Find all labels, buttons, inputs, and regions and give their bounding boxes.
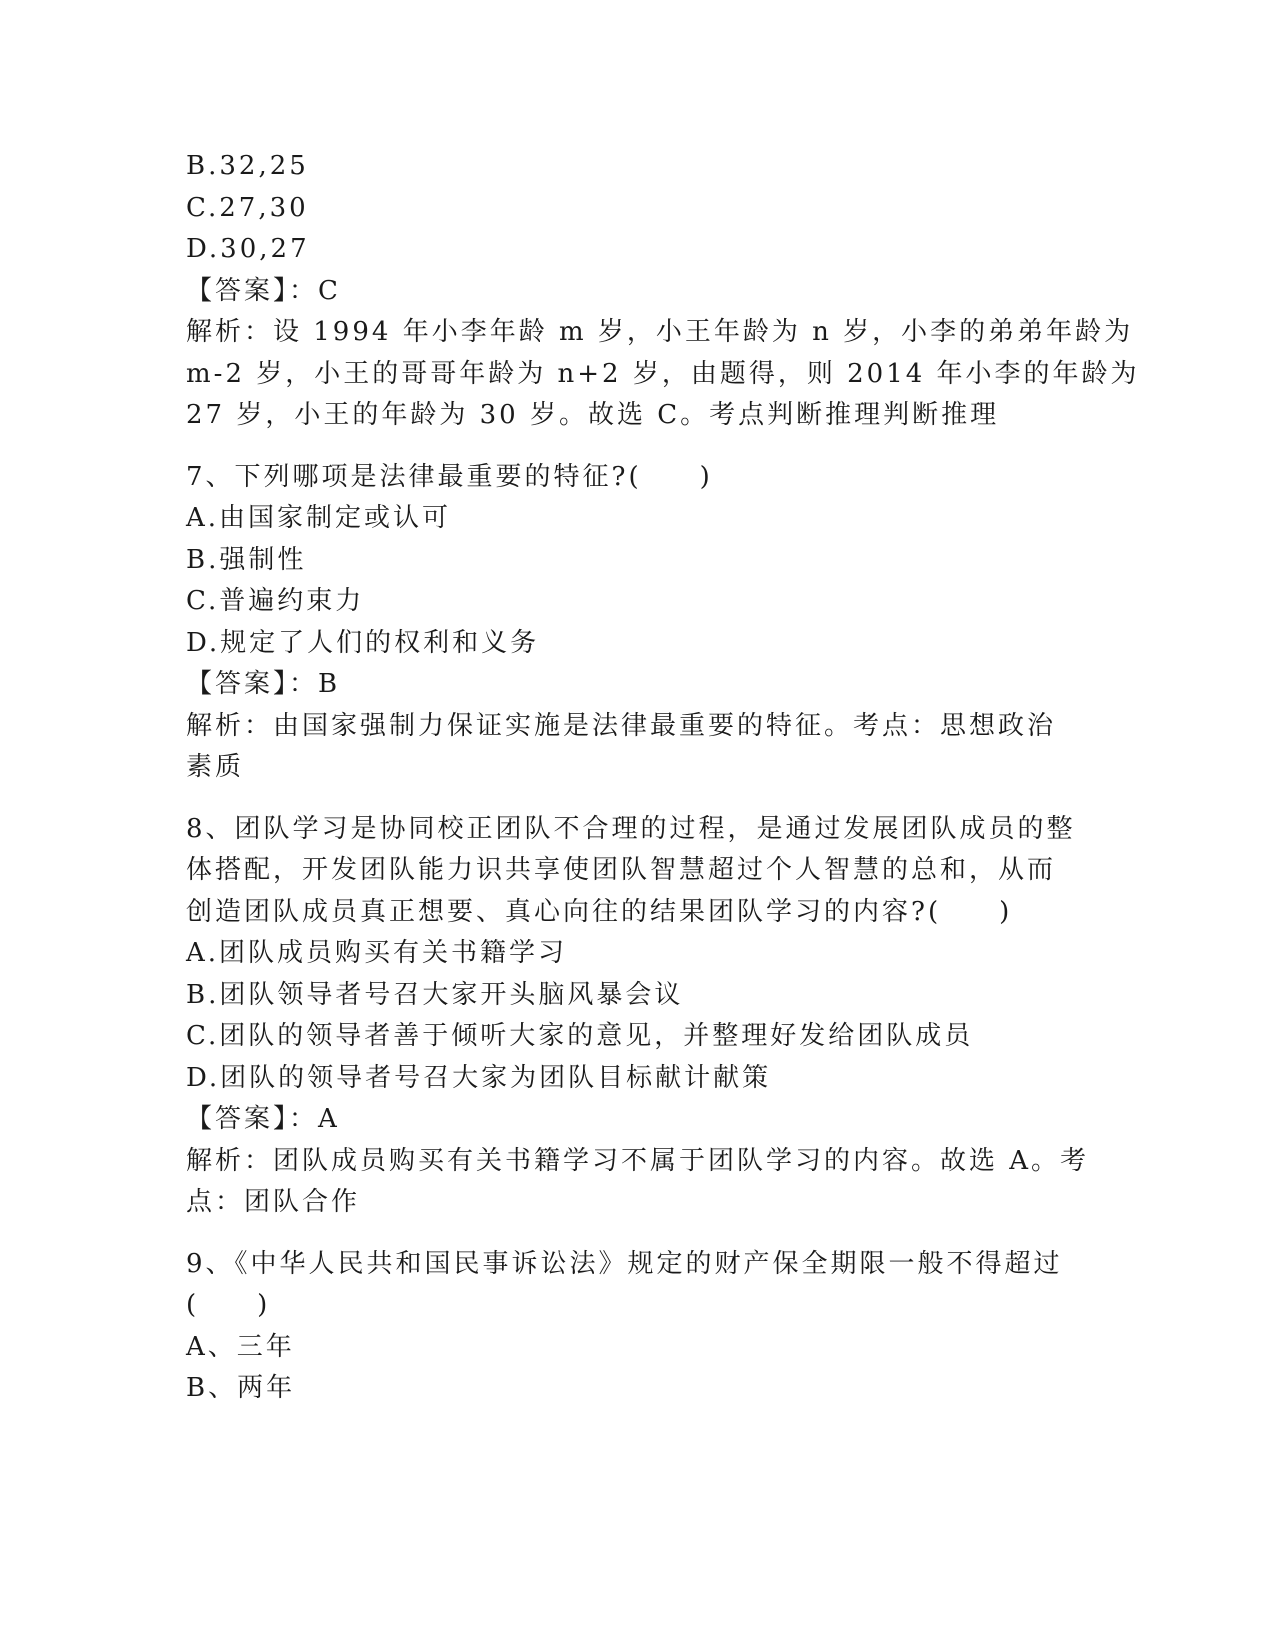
question-stem: 创造团队成员真正想要、真心向往的结果团队学习的内容?( ): [186, 896, 1013, 927]
option-b: B、两年: [186, 1373, 296, 1403]
analysis-line: 解析：团队成员购买有关书籍学习不属于团队学习的内容。故选 A。考: [186, 1145, 1090, 1176]
document-page: [186, 146, 1140, 1410]
question-stem: 体搭配，开发团队能力识共享使团队智慧超过个人智慧的总和，从而: [186, 855, 1057, 885]
analysis-line: 解析：设 1994 年小李年龄 m 岁，小王年龄为 n 岁，小李的弟弟年龄为: [186, 317, 1134, 347]
option-c: C.普遍约束力: [186, 586, 365, 616]
option-b: B.32,25: [186, 151, 309, 181]
option-d: D.30,27: [186, 234, 310, 264]
question-stem: 7、下列哪项是法律最重要的特征?( ): [186, 461, 713, 492]
analysis-line: 解析：由国家强制力保证实施是法律最重要的特征。考点：思想政治: [186, 710, 1057, 741]
option-c: C.团队的领导者善于倾听大家的意见，并整理好发给团队成员: [186, 1021, 974, 1051]
analysis-line: 素质: [186, 752, 245, 782]
option-c: C.27,30: [186, 192, 309, 223]
question-stem: ( ): [186, 1290, 271, 1320]
answer-line: 【答案】：B: [186, 669, 341, 699]
question-9-block: [186, 1244, 1086, 1410]
question-stem: 8、团队学习是协同校正团队不合理的过程，是通过发展团队成员的整: [186, 813, 1076, 844]
question-stem: 9、《中华人民共和国民事诉讼法》规定的财产保全期限一般不得超过: [186, 1248, 1063, 1279]
question-8-block: [186, 809, 1090, 1224]
option-b: B.团队领导者号召大家开头脑风暴会议: [186, 979, 684, 1010]
option-a: A、三年: [186, 1331, 295, 1362]
answer-line: 【答案】：C: [186, 275, 341, 306]
analysis-line: 27 岁，小王的年龄为 30 岁。故选 C。考点判断推理判断推理: [186, 400, 1000, 430]
option-d: D.团队的领导者号召大家为团队目标献计献策: [186, 1062, 772, 1093]
prev-question-block: [186, 146, 1140, 437]
answer-line: 【答案】：A: [186, 1104, 340, 1134]
analysis-line: m-2 岁，小王的哥哥年龄为 n+2 岁，由题得，则 2014 年小李的年龄为: [186, 358, 1140, 389]
option-a: A.由国家制定或认可: [186, 503, 452, 533]
analysis-line: 点：团队合作: [186, 1187, 361, 1217]
question-7-block: [186, 457, 1086, 789]
option-b: B.强制性: [186, 544, 307, 575]
option-a: A.团队成员购买有关书籍学习: [186, 938, 568, 968]
option-d: D.规定了人们的权利和义务: [186, 627, 540, 658]
